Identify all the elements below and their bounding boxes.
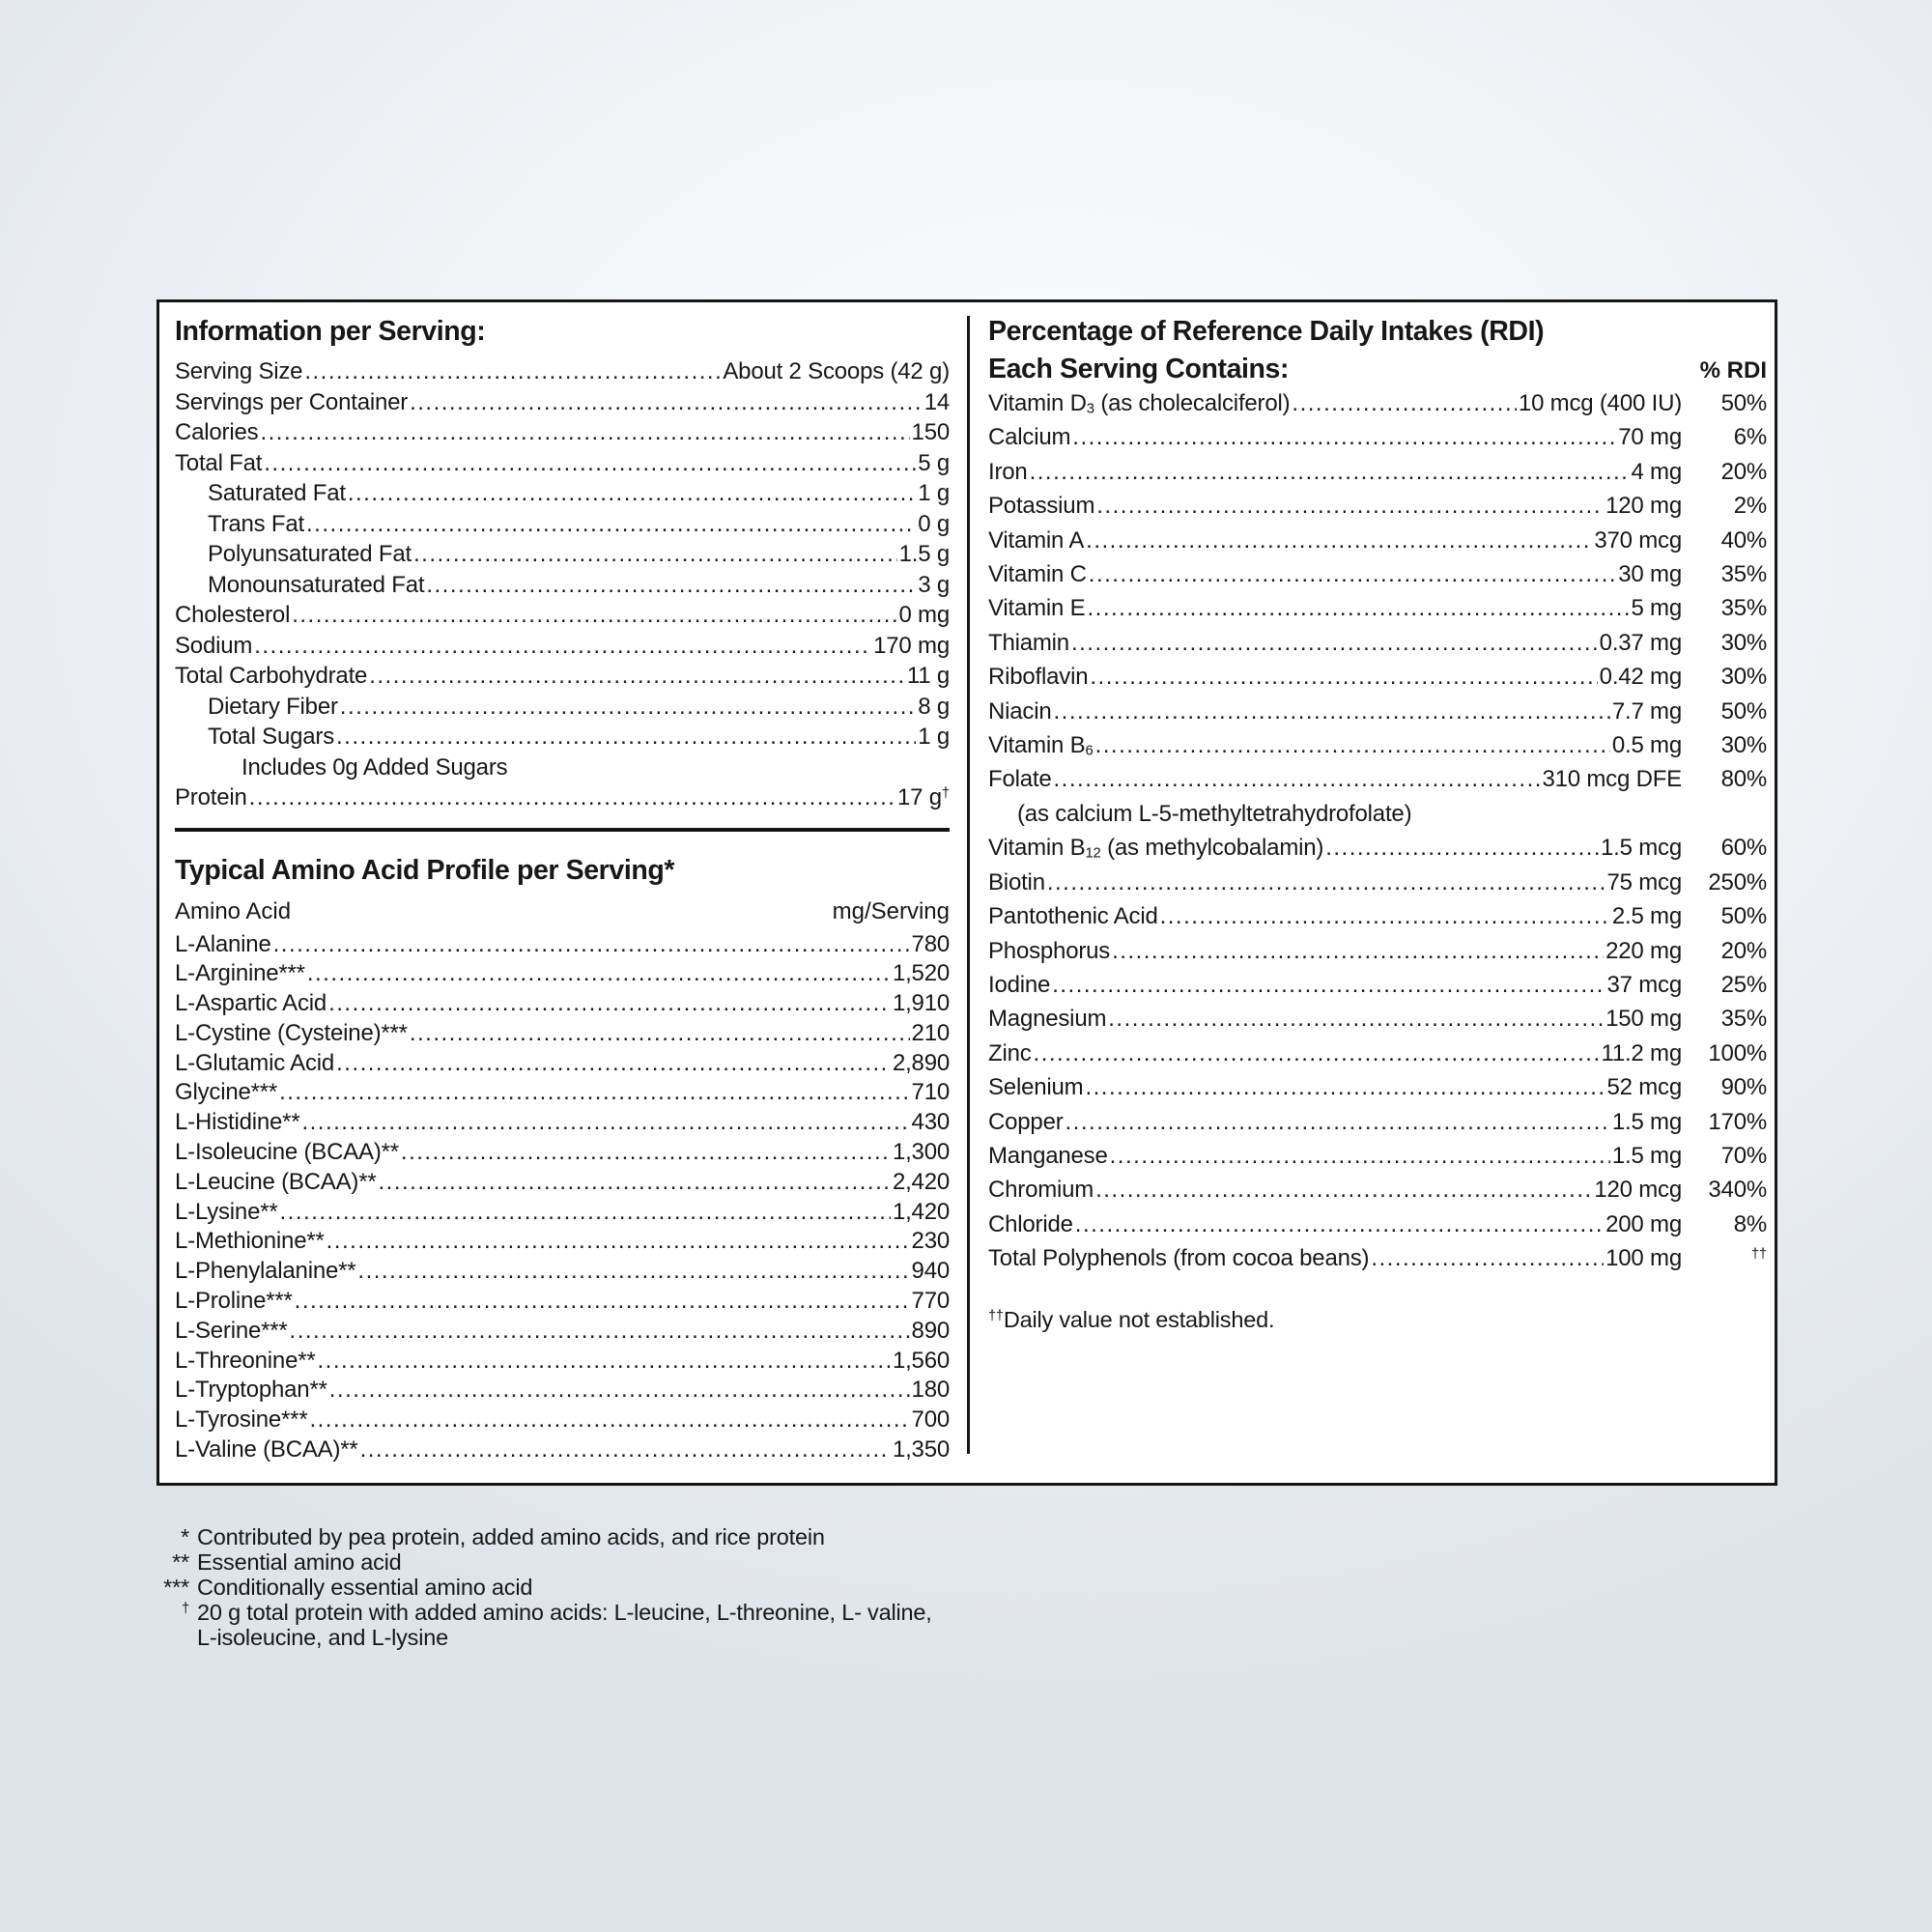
vertical-divider-rule <box>967 316 970 1454</box>
nutrition-row <box>175 417 950 448</box>
rdi-percent: 25% <box>1720 971 1767 998</box>
amino-value: 2,420 <box>892 1168 950 1195</box>
footnote-text: L-isoleucine, and L-lysine <box>197 1625 448 1650</box>
rdi-percent: 170% <box>1708 1108 1767 1135</box>
amino-value: 2,890 <box>892 1049 950 1076</box>
rdi-row <box>988 1002 1767 1036</box>
rdi-percent: 2% <box>1733 493 1767 520</box>
amino-row <box>175 930 950 960</box>
rdi-percent: 70% <box>1720 1142 1767 1169</box>
rdi-row <box>988 386 1767 420</box>
amino-label: L-Arginine*** <box>175 960 305 987</box>
amino-label: L-Isoleucine (BCAA)** <box>175 1139 399 1166</box>
nutrition-value: 11 g <box>906 663 950 689</box>
amino-row <box>175 1317 950 1347</box>
dot-leader <box>260 417 909 448</box>
amino-row <box>175 1376 950 1406</box>
amino-label: L-Lysine** <box>175 1198 278 1225</box>
dot-leader <box>369 661 905 692</box>
rdi-amount: 200 mg <box>1605 1210 1682 1237</box>
rdi-label: Iron <box>988 458 1028 485</box>
each-serving-contains-label: Each Serving Contains: <box>988 354 1290 384</box>
amino-label: L-Aspartic Acid <box>175 990 327 1017</box>
amino-value: 1,520 <box>892 960 950 987</box>
amino-row <box>175 1138 950 1168</box>
nutrition-label: Servings per Container <box>175 388 409 415</box>
amino-row <box>175 1347 950 1377</box>
rdi-amount: 4 mg <box>1631 458 1682 485</box>
rdi-amount: 220 mg <box>1605 937 1682 964</box>
rdi-amount: 1.5 mcg <box>1601 835 1682 862</box>
amino-value: 1,560 <box>892 1347 950 1374</box>
supplement-facts-panel <box>156 299 1777 1486</box>
rdi-percent: 100% <box>1708 1039 1767 1066</box>
footnote-mark: ** <box>172 1549 189 1575</box>
nutrition-row <box>175 509 950 540</box>
rdi-amount: 0.5 mg <box>1611 732 1682 759</box>
amino-value: 780 <box>911 930 950 957</box>
nutrition-label: Serving Size <box>175 358 303 384</box>
rdi-label: Pantothenic Acid <box>988 903 1158 930</box>
amino-label: L-Tryptophan** <box>175 1377 327 1404</box>
rdi-row <box>988 1139 1767 1173</box>
rdi-percent: 50% <box>1720 390 1767 416</box>
nutrition-value: 150 <box>911 419 950 445</box>
footnote-row <box>126 1575 932 1600</box>
rdi-percent: 20% <box>1720 458 1767 485</box>
nutrition-label: Includes 0g Added Sugars <box>242 753 508 781</box>
dot-leader <box>1065 1105 1610 1139</box>
rdi-label: Calcium <box>988 424 1071 451</box>
amino-value: 770 <box>911 1288 950 1315</box>
dot-leader <box>1160 899 1610 933</box>
amino-label: L-Cystine (Cysteine)*** <box>175 1019 408 1046</box>
dot-leader <box>290 1317 910 1347</box>
rdi-row <box>988 660 1767 694</box>
footnote-mark: *** <box>163 1575 189 1600</box>
amino-value: 700 <box>911 1406 950 1434</box>
amino-label: L-Threonine** <box>175 1347 316 1374</box>
dot-leader <box>1047 866 1605 899</box>
rdi-label: Vitamin $B_6$ <box>988 732 1094 759</box>
nutrition-label: Monounsaturated Fat <box>208 571 425 598</box>
rdi-label: Vitamin A <box>988 526 1085 554</box>
nutrition-row <box>175 387 950 418</box>
rdi-label: Total Polyphenols (from cocoa beans) <box>988 1245 1370 1272</box>
rdi-percent: 35% <box>1720 595 1767 622</box>
footnote-mark: † <box>182 1601 189 1617</box>
rdi-amount: 150 mg <box>1605 1006 1682 1033</box>
nutrition-value: 0 mg <box>898 602 950 628</box>
rdi-row <box>988 557 1767 591</box>
nutrition-label: Cholesterol <box>175 602 291 628</box>
rdi-label: Vitamin E <box>988 595 1086 622</box>
rdi-row <box>988 626 1767 660</box>
rdi-percent: 50% <box>1720 697 1767 724</box>
dot-leader <box>1086 524 1592 557</box>
amino-row <box>175 1257 950 1287</box>
dot-leader <box>401 1138 891 1168</box>
nutrition-row <box>175 570 950 601</box>
rdi-amount: 30 mg <box>1618 561 1682 588</box>
dot-leader <box>1108 1002 1604 1036</box>
left-column <box>175 314 950 1465</box>
rdi-row <box>988 797 1767 831</box>
amino-value: 210 <box>911 1019 950 1046</box>
rdi-percent: 30% <box>1720 732 1767 759</box>
dot-leader <box>1030 455 1630 489</box>
rdi-row <box>988 1241 1767 1275</box>
rdi-row <box>988 968 1767 1002</box>
nutrition-value: About 2 Scoops (42 g) <box>723 358 950 384</box>
amino-value: 1,350 <box>892 1436 950 1463</box>
rdi-label: Niacin <box>988 697 1052 724</box>
rdi-label: Potassium <box>988 493 1095 520</box>
dot-leader <box>1075 1208 1604 1241</box>
dot-leader <box>1087 591 1629 625</box>
dot-leader <box>336 722 916 753</box>
dot-leader <box>301 1108 909 1138</box>
rdi-percent: 60% <box>1720 835 1767 862</box>
rdi-row <box>988 866 1767 899</box>
rdi-row <box>988 934 1767 968</box>
rdi-percent: 250% <box>1708 868 1767 895</box>
amino-label: Glycine*** <box>175 1079 278 1106</box>
nutrition-value: 1 g <box>918 724 950 750</box>
dot-leader <box>410 1019 910 1049</box>
nutrition-label: Protein <box>175 784 247 810</box>
rdi-row <box>988 728 1767 762</box>
dot-leader <box>279 1078 909 1108</box>
rdi-amount: 2.5 mg <box>1611 903 1682 930</box>
dot-leader <box>280 1198 891 1228</box>
rdi-percent: 30% <box>1720 664 1767 691</box>
rdi-row <box>988 455 1767 489</box>
footnote-text: Contributed by pea protein, added amino acids, and rice protein <box>197 1524 825 1549</box>
nutrition-row <box>175 448 950 479</box>
amino-row <box>175 1108 950 1138</box>
amino-row <box>175 989 950 1019</box>
rdi-column-header: % RDI <box>1699 357 1767 384</box>
dot-leader <box>1090 660 1597 694</box>
nutrition-row <box>175 753 950 783</box>
rdi-percent: 80% <box>1720 766 1767 793</box>
dot-leader <box>264 448 916 479</box>
dot-leader <box>357 1257 909 1287</box>
nutrition-value: 8 g <box>918 693 950 720</box>
rdi-percent: 35% <box>1720 1006 1767 1033</box>
footnote-text: Conditionally essential amino acid <box>197 1575 533 1600</box>
footnote-row <box>126 1549 932 1575</box>
rdi-amount: 120 mcg <box>1594 1177 1682 1204</box>
amino-row <box>175 1168 950 1198</box>
dot-leader <box>254 631 871 662</box>
amino-header-unit: mg/Serving <box>832 897 950 924</box>
rdi-list <box>988 386 1767 1276</box>
rdi-label: Vitamin $D_3$ (as cholecalciferol) <box>988 390 1291 417</box>
rdi-label: Manganese <box>988 1142 1108 1169</box>
rdi-amount: 370 mcg <box>1594 526 1682 554</box>
footnote-row <box>126 1625 932 1650</box>
dot-leader <box>306 509 916 540</box>
nutrition-row <box>175 539 950 570</box>
dot-leader <box>1054 695 1610 728</box>
dot-leader <box>318 1347 891 1377</box>
rdi-row <box>988 489 1767 523</box>
nutrition-value: 1.5 g <box>898 541 950 567</box>
rdi-percent: 40% <box>1720 526 1767 554</box>
rdi-row <box>988 831 1767 865</box>
nutrition-row <box>175 661 950 692</box>
nutrition-row <box>175 600 950 631</box>
amino-table-header <box>175 897 950 926</box>
rdi-label: Phosphorus <box>988 937 1111 964</box>
rdi-table-header <box>988 354 1767 385</box>
rdi-amount: 70 mg <box>1618 424 1682 451</box>
rdi-label: Selenium <box>988 1074 1084 1101</box>
dot-leader <box>304 356 721 387</box>
daily-value-note: ††Daily value not established. <box>988 1306 1275 1332</box>
rdi-label: Folate <box>988 766 1052 793</box>
rdi-amount: 0.42 mg <box>1599 664 1682 691</box>
rdi-percent: 20% <box>1720 937 1767 964</box>
amino-label: L-Serine*** <box>175 1317 288 1344</box>
amino-value: 890 <box>911 1317 950 1344</box>
dot-leader <box>292 600 896 631</box>
nutrition-row <box>175 722 950 753</box>
rdi-row <box>988 1208 1767 1241</box>
dot-leader <box>1096 489 1604 523</box>
rdi-amount: 75 mcg <box>1606 868 1682 895</box>
dot-leader <box>1371 1241 1604 1275</box>
dot-leader <box>1095 728 1610 762</box>
rdi-row <box>988 695 1767 728</box>
rdi-label: Vitamin C <box>988 561 1087 588</box>
amino-label: L-Proline*** <box>175 1288 293 1315</box>
rdi-label: (as calcium L-5-methyltetrahydrofolate) <box>1017 800 1412 827</box>
rdi-label: Zinc <box>988 1039 1032 1066</box>
rdi-amount: 52 mcg <box>1606 1074 1682 1101</box>
rdi-percent: 35% <box>1720 561 1767 588</box>
rdi-title: Percentage of Reference Daily Intakes (RDI) <box>988 316 1545 347</box>
rdi-amount: 310 mcg DFE <box>1542 766 1682 793</box>
section-divider-rule <box>175 828 950 832</box>
amino-row <box>175 1227 950 1257</box>
amino-label: L-Methionine** <box>175 1228 325 1255</box>
rdi-row <box>988 1070 1767 1104</box>
rdi-percent: 90% <box>1720 1074 1767 1101</box>
dot-leader <box>1325 831 1599 865</box>
dot-leader <box>329 1376 910 1406</box>
nutrition-value: 5 g <box>918 449 950 476</box>
footnote-row <box>126 1600 932 1625</box>
nutrition-value: 14 <box>923 388 950 415</box>
amino-value: 1,910 <box>892 990 950 1017</box>
nutrition-value: 17 g† <box>897 784 950 810</box>
dot-leader <box>309 1406 909 1435</box>
amino-row <box>175 1435 950 1465</box>
nutrition-value: 3 g <box>918 571 950 598</box>
dot-leader <box>1034 1037 1600 1070</box>
rdi-row <box>988 524 1767 557</box>
amino-label: L-Phenylalanine** <box>175 1258 356 1285</box>
rdi-label: Iodine <box>988 971 1051 998</box>
amino-row <box>175 1287 950 1317</box>
dot-leader <box>1112 934 1604 968</box>
amino-label: L-Glutamic Acid <box>175 1049 335 1076</box>
dot-leader <box>1054 762 1541 796</box>
dot-leader <box>1292 386 1517 420</box>
dot-leader <box>273 930 910 960</box>
dot-leader <box>413 539 897 570</box>
dot-leader <box>328 989 891 1019</box>
rdi-row <box>988 1173 1767 1207</box>
amino-value: 1,420 <box>892 1198 950 1225</box>
nutrition-label: Sodium <box>175 632 253 659</box>
rdi-label: Magnesium <box>988 1006 1107 1033</box>
rdi-row <box>988 899 1767 933</box>
rdi-amount: 37 mcg <box>1606 971 1682 998</box>
rdi-label: Thiamin <box>988 629 1069 656</box>
nutrition-label: Total Fat <box>175 449 263 476</box>
dot-leader <box>1052 968 1605 1002</box>
rdi-amount: 11.2 mg <box>1601 1039 1682 1066</box>
amino-row <box>175 959 950 989</box>
rdi-label: Riboflavin <box>988 664 1089 691</box>
nutrition-row <box>175 478 950 509</box>
nutrition-label: Polyunsaturated Fat <box>208 541 412 567</box>
dot-leader <box>348 478 916 509</box>
nutrition-facts-list <box>175 356 950 813</box>
dot-leader <box>327 1227 910 1257</box>
amino-row <box>175 1049 950 1079</box>
footnote-text: 20 g total protein with added amino acids: L-leucine, L-threonine, L- valine, <box>197 1600 932 1625</box>
amino-label: L-Histidine** <box>175 1109 300 1136</box>
rdi-amount: 100 mg <box>1605 1245 1682 1272</box>
nutrition-label: Total Sugars <box>208 724 335 750</box>
footnote-row <box>126 1524 932 1549</box>
rdi-amount: 10 mcg (400 IU) <box>1518 390 1682 416</box>
amino-header-label: Amino Acid <box>175 897 292 924</box>
rdi-percent: 8% <box>1733 1210 1767 1237</box>
amino-label: L-Leucine (BCAA)** <box>175 1168 377 1195</box>
dot-leader <box>249 782 895 813</box>
footnotes-block <box>126 1524 932 1650</box>
rdi-row <box>988 591 1767 625</box>
nutrition-value: 170 mg <box>873 632 950 659</box>
info-per-serving-title: Information per Serving: <box>175 316 486 347</box>
dot-leader <box>426 570 916 601</box>
rdi-percent: 30% <box>1720 629 1767 656</box>
amino-value: 230 <box>911 1228 950 1255</box>
rdi-amount: 120 mg <box>1605 493 1682 520</box>
rdi-percent: 6% <box>1733 424 1767 451</box>
nutrition-row <box>175 631 950 662</box>
dot-leader <box>340 692 916 723</box>
rdi-amount: 1.5 mg <box>1611 1142 1682 1169</box>
dot-leader <box>1072 420 1616 454</box>
rdi-label: Chloride <box>988 1210 1073 1237</box>
rdi-amount: 0.37 mg <box>1599 629 1682 656</box>
nutrition-value: 0 g <box>918 510 950 537</box>
dot-leader <box>360 1435 891 1465</box>
rdi-row <box>988 1105 1767 1139</box>
rdi-row <box>988 1037 1767 1070</box>
nutrition-label: Total Carbohydrate <box>175 663 368 689</box>
nutrition-label: Saturated Fat <box>208 480 346 506</box>
amino-row <box>175 1019 950 1049</box>
nutrition-row <box>175 782 950 813</box>
rdi-row <box>988 762 1767 796</box>
amino-label: L-Alanine <box>175 930 271 957</box>
dot-leader <box>1110 1139 1610 1173</box>
amino-value: 940 <box>911 1258 950 1285</box>
rdi-amount: 7.7 mg <box>1611 697 1682 724</box>
amino-row <box>175 1406 950 1435</box>
rdi-amount: 5 mg <box>1631 595 1682 622</box>
nutrition-row <box>175 356 950 387</box>
right-column <box>988 314 1767 1333</box>
amino-row <box>175 1078 950 1108</box>
dot-leader <box>1095 1173 1592 1207</box>
dot-leader <box>379 1168 891 1198</box>
amino-profile-title: Typical Amino Acid Profile per Serving* <box>175 854 675 886</box>
dot-leader <box>1089 557 1616 591</box>
rdi-label: Chromium <box>988 1177 1094 1204</box>
nutrition-row <box>175 692 950 723</box>
amino-acid-list <box>175 930 950 1465</box>
nutrition-label: Dietary Fiber <box>208 693 338 720</box>
nutrition-value: 1 g <box>918 480 950 506</box>
rdi-label: Vitamin $B_{12}$ (as methylcobalamin) <box>988 835 1324 862</box>
nutrition-label: Calories <box>175 419 259 445</box>
rdi-label: Copper <box>988 1108 1064 1135</box>
dot-leader <box>410 387 923 418</box>
rdi-percent: 340% <box>1708 1177 1767 1204</box>
amino-value: 1,300 <box>892 1139 950 1166</box>
dot-leader <box>1085 1070 1605 1104</box>
amino-value: 710 <box>911 1079 950 1106</box>
amino-label: L-Valine (BCAA)** <box>175 1436 358 1463</box>
dot-leader <box>307 959 891 989</box>
dot-leader <box>295 1287 910 1317</box>
footnote-text: Essential amino acid <box>197 1549 402 1575</box>
amino-label: L-Tyrosine*** <box>175 1406 308 1434</box>
nutrition-label: Trans Fat <box>208 510 305 537</box>
dot-leader <box>336 1049 891 1079</box>
rdi-label: Biotin <box>988 868 1045 895</box>
rdi-row <box>988 420 1767 454</box>
dot-leader <box>1071 626 1598 660</box>
rdi-amount: 1.5 mg <box>1611 1108 1682 1135</box>
amino-value: 180 <box>911 1377 950 1404</box>
amino-value: 430 <box>911 1109 950 1136</box>
amino-row <box>175 1198 950 1228</box>
footnote-mark: * <box>181 1524 189 1549</box>
rdi-percent: 50% <box>1720 903 1767 930</box>
rdi-percent: †† <box>1750 1246 1767 1263</box>
